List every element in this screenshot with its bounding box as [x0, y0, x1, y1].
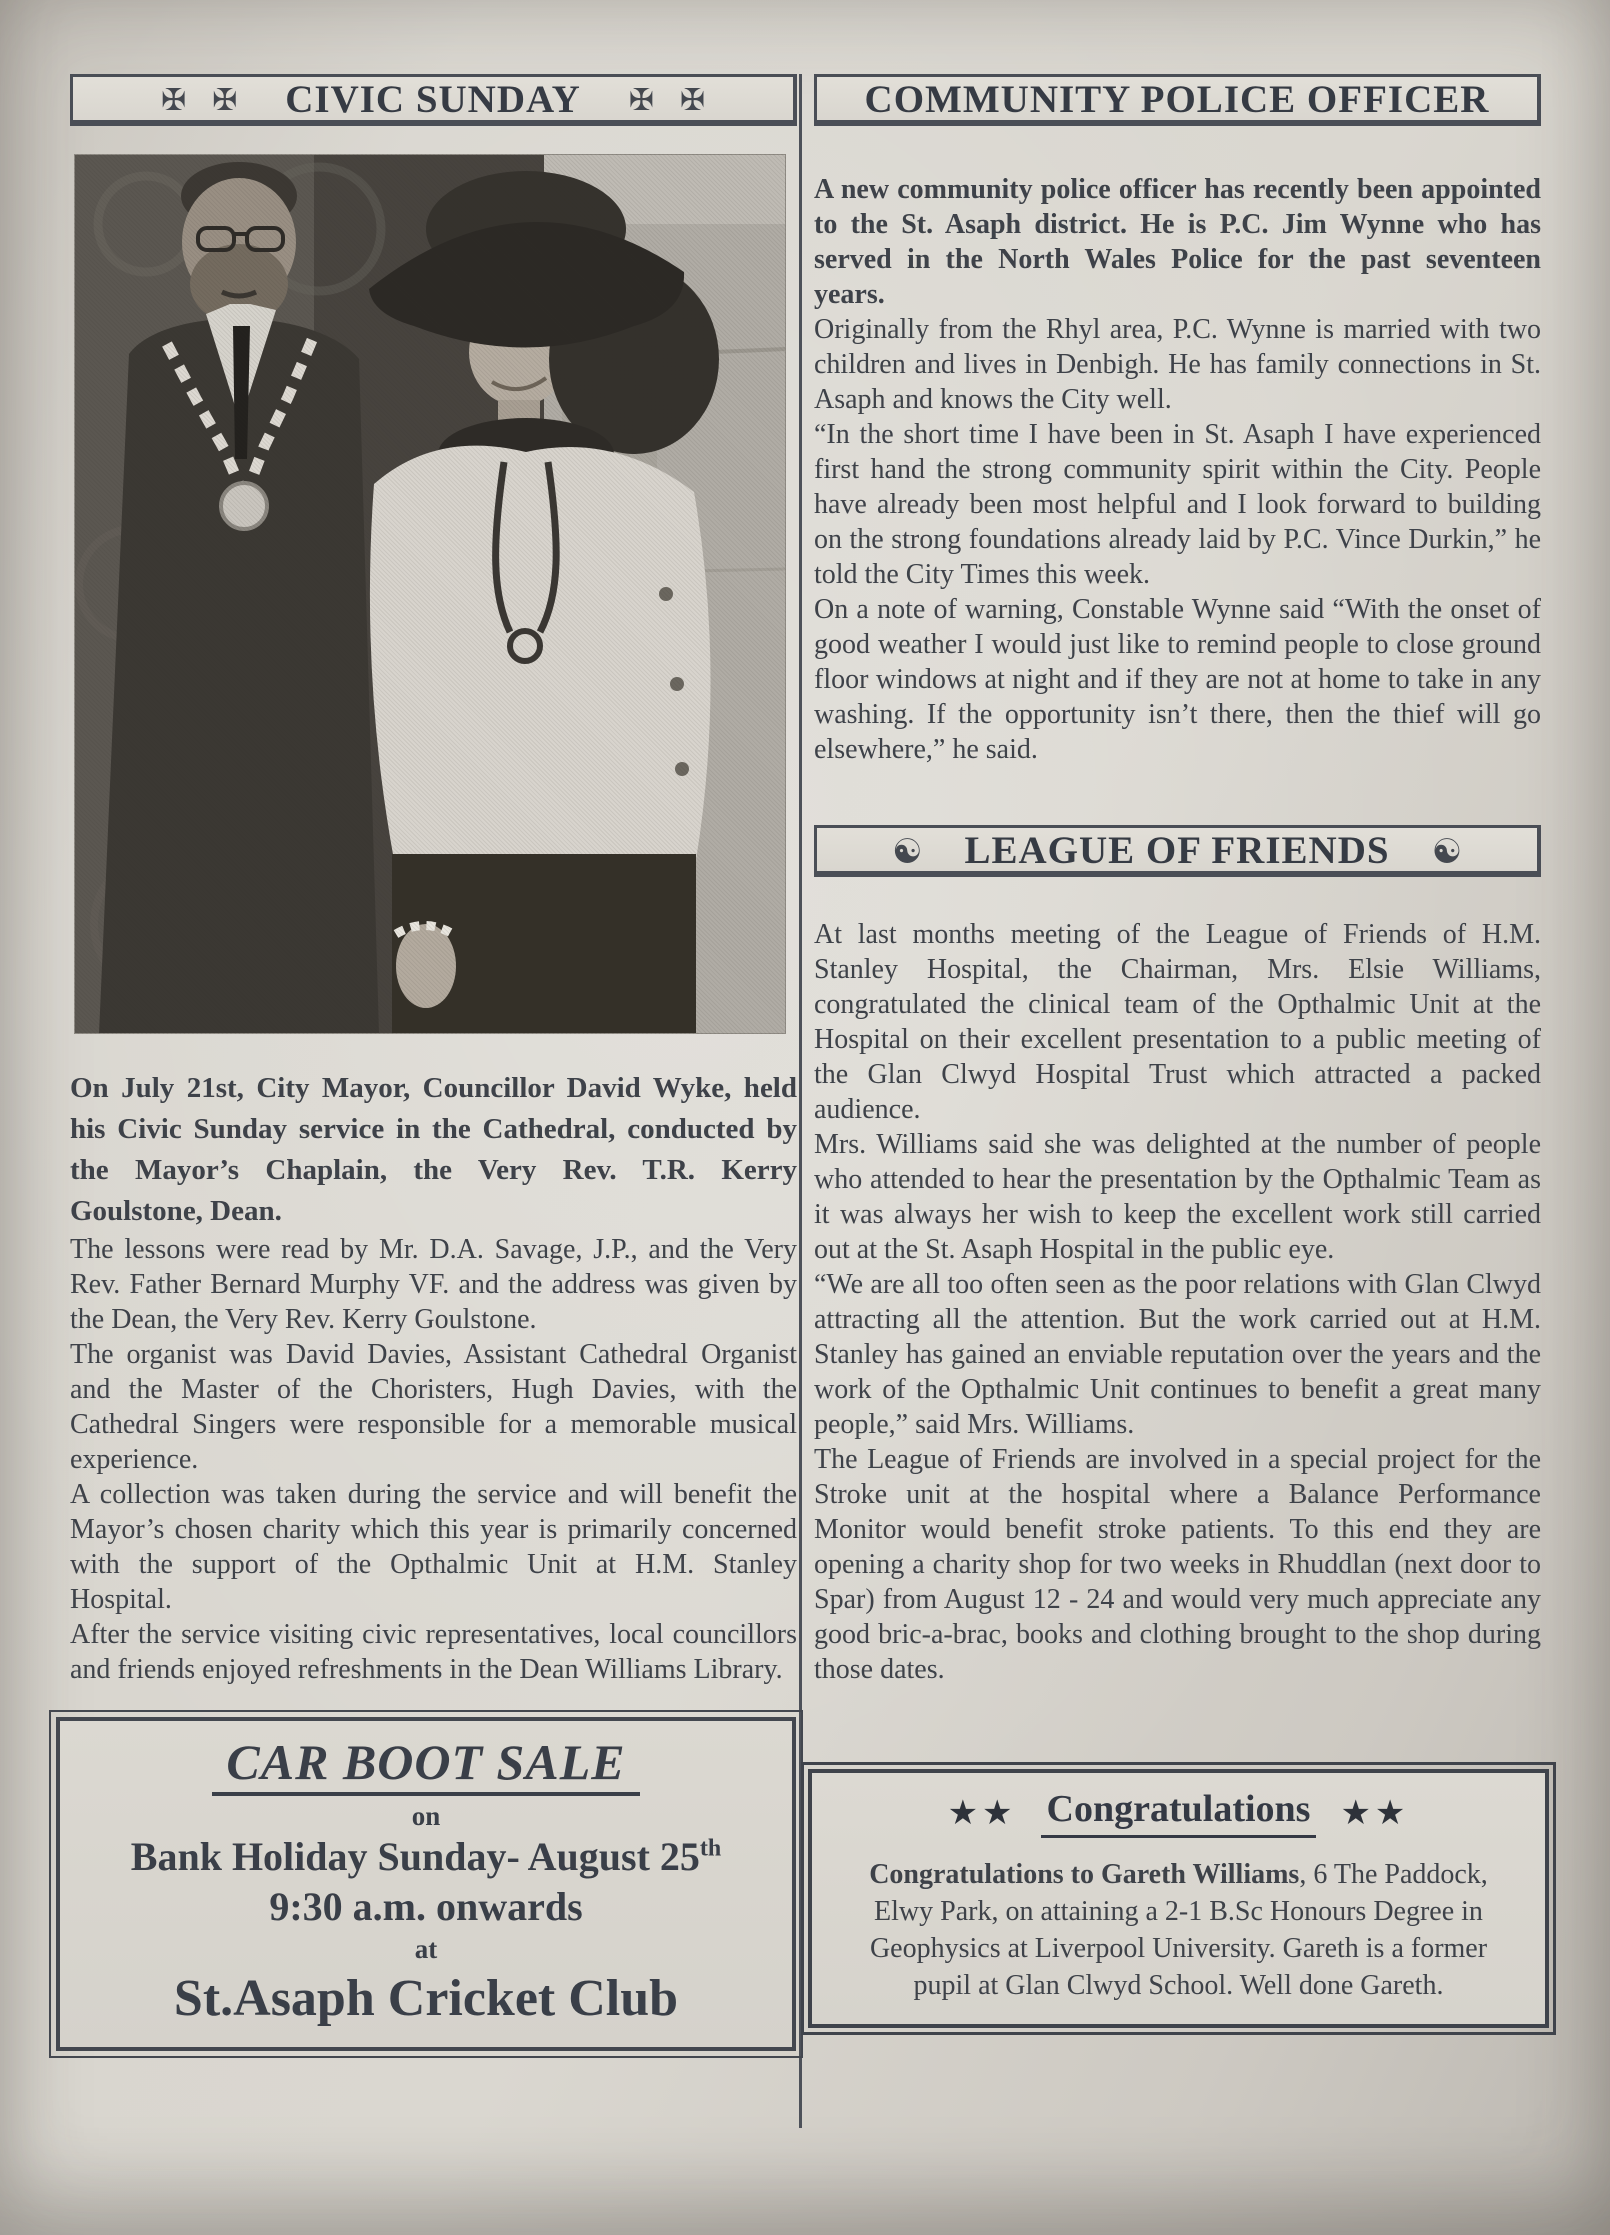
yin-yang-icon: ☯ [1431, 831, 1463, 872]
congratulations-notice [808, 1769, 1549, 2028]
yin-yang-icon: ☯ [891, 831, 923, 872]
car-boot-sale-on: on [411, 1801, 441, 1831]
league-article-paragraph: Mrs. Williams said she was delighted at the number of people who attended to hear the presentation by the Opthalmic Team as it was always her wish to keep the excellent work still carried out at the St. Asaph Hospital in the public eye. [814, 1129, 1541, 1265]
league-of-friends-title: LEAGUE OF FRIENDS [964, 829, 1390, 872]
civic-article-paragraph: The lessons were read by Mr. D.A. Savage, J.P., and the Very Rev. Father Bernard Murphy VF. and the address was given by the Dean, the Very Rev. Kerry Goulstone. [70, 1234, 797, 1335]
civic-article-paragraph: After the service visiting civic representatives, local councillors and friends enjoyed refreshments in the Dean Williams Library. [70, 1619, 797, 1685]
civic-sunday-photo [74, 154, 786, 1034]
civic-article-lead: On July 21st, City Mayor, Councillor David Wyke, held his Civic Sunday service in the Cathedral, conducted by the Mayor’s Chaplain, the Very Rev. T.R. Kerry Goulstone, Dean. [70, 1072, 797, 1227]
league-article-paragraph: At last months meeting of the League of Friends of H.M. Stanley Hospital, the Chairman, Mrs. Elsie Williams, congratulated the clinical team of the Opthalmic Unit at the Hospital on their excellent presentation to a public meeting of the Glan Clwyd Hospital Trust which attracted a packed audience. [814, 919, 1541, 1125]
right-column [814, 74, 1541, 2028]
league-of-friends-article [814, 917, 1541, 1687]
congratulations-title: Congratulations [1041, 1789, 1317, 1838]
car-boot-sale-at: at [414, 1934, 438, 1965]
car-boot-sale-venue: St.Asaph Cricket Club [173, 1970, 679, 2028]
star-icon: ★★ [947, 1793, 1017, 1834]
league-of-friends-header [814, 825, 1541, 877]
civic-article-paragraph: A collection was taken during the service and will benefit the Mayor’s chosen charity which this year is primarily concerned with the support of the Opthalmic Unit at H.M. Stanley Hospital. [70, 1479, 797, 1615]
car-boot-sale-date-text: Bank Holiday Sunday- August 25 [130, 1834, 700, 1880]
police-article-lead: A new community police officer has recently been appointed to the St. Asaph district. He is P.C. Jim Wynne who has served in the North Wales Police for the past seventeen years. [814, 174, 1541, 310]
column-divider-rule [799, 74, 802, 2128]
community-police-officer-title: COMMUNITY POLICE OFFICER [864, 78, 1490, 121]
car-boot-sale-title: CAR BOOT SALE [212, 1735, 639, 1796]
congratulations-recipient: Congratulations to Gareth Williams [869, 1858, 1300, 1890]
congratulations-header [838, 1789, 1519, 1838]
cross-pattee-icon: ✠ [160, 82, 187, 118]
left-column [70, 74, 797, 2051]
congratulations-body [838, 1856, 1519, 2004]
civic-article-paragraph: The organist was David Davies, Assistant Cathedral Organist and the Master of the Choristers, Hugh Davies, with the Cathedral Singers were responsible for a memorable musical experience. [70, 1339, 797, 1475]
police-article-paragraph: Originally from the Rhyl area, P.C. Wynne is married with two children and lives in Denbigh. He has family connections in St. Asaph and knows the City well. [814, 314, 1541, 415]
police-article-paragraph: On a note of warning, Constable Wynne said “With the onset of good weather I would just like to remind people to close ground floor windows at night and if they are not at home to take in any washing. If the opportunity isn’t there, then the thief will go elsewhere,” he said. [814, 594, 1541, 765]
star-icon: ★★ [1340, 1793, 1410, 1834]
cross-pattee-icon: ✠ [679, 82, 706, 118]
community-police-officer-header [814, 74, 1541, 126]
car-boot-sale-time: 9:30 a.m. onwards [269, 1884, 583, 1930]
car-boot-sale-date-suffix: th [699, 1836, 722, 1863]
civic-sunday-title: CIVIC SUNDAY [285, 78, 581, 121]
mayor-and-guest-photo-illustration [74, 154, 786, 1034]
cross-pattee-icon: ✠ [212, 82, 238, 118]
league-article-paragraph: “We are all too often seen as the poor relations with Glan Clwyd attracting all the attention. But the work carried out at H.M. Stanley has gained an enviable reputation over the years and the work of the Opthalmic Unit continues to benefit a great many people,” said Mrs. Williams. [814, 1269, 1541, 1440]
congratulations-text: , 6 The Paddock, Elwy Park, on attaining a 2-1 B.Sc Honours Degree in Geophysics at Liverpool University. Gareth is a former pupil at Glan Clwyd School. Well done Gareth. [869, 1858, 1488, 2001]
cross-pattee-icon: ✠ [628, 82, 654, 118]
community-police-officer-article [814, 172, 1541, 767]
league-article-paragraph: The League of Friends are involved in a special project for the Stroke unit at the hospital where a Balance Performance Monitor would benefit stroke patients. To this end they are opening a charity shop for two weeks in Rhuddlan (next door to Spar) from August 12 - 24 and would very much appreciate any good bric-a-brac, books and clothing brought to the shop during those dates. [814, 1444, 1541, 1685]
civic-sunday-header [70, 74, 797, 126]
civic-sunday-article [70, 1068, 797, 1687]
car-boot-sale-date [70, 1832, 782, 1882]
car-boot-sale-notice [56, 1717, 796, 2051]
police-article-paragraph: “In the short time I have been in St. Asaph I have experienced first hand the strong community spirit within the City. People have already been most helpful and I look forward to building on the strong foundations already laid by P.C. Vince Durkin,” he told the City Times this week. [814, 419, 1541, 590]
